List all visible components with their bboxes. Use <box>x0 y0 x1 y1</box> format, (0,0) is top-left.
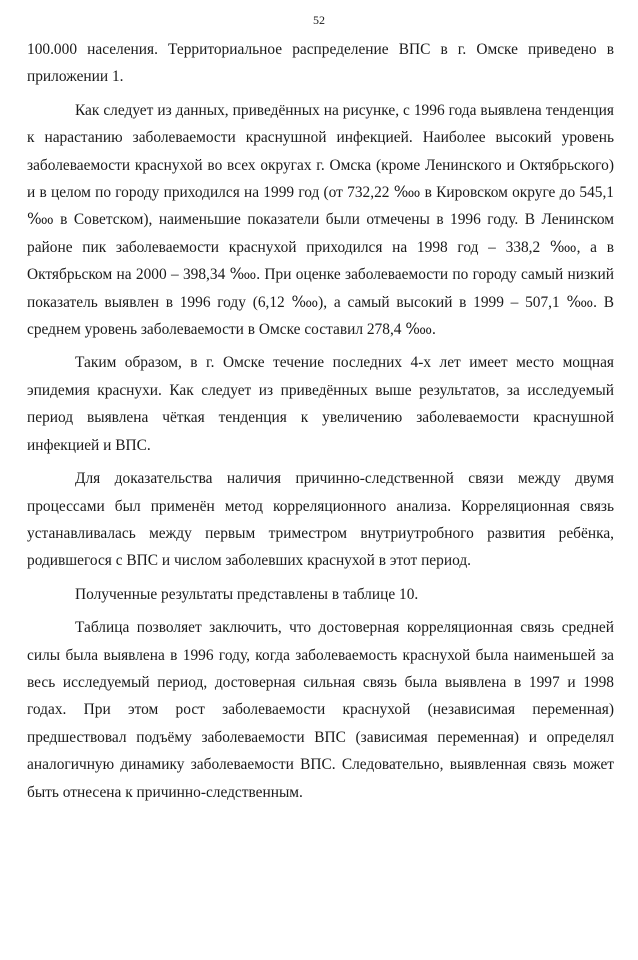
paragraph-table-conclusion: Таблица позволяет заключить, что достоверная корреляционная связь средней силы была выявлена в 1996 году, когда заболеваемость краснухой была наименьшей за весь исследуемый период, достоверная сильная связь была выявлена в 1997 и 1998 годах. При этом рост заболеваемости краснухой (независимая переменная) предшествовал подъёму заболеваемости ВПС (зависимая переменная) и определял аналогичную динамику заболеваемости ВПС. Следовательно, выявленная связь может быть отнесена к причинно-следственным. <box>27 619 614 801</box>
paragraph-incidence-trend: Как следует из данных, приведённых на рисунке, с 1996 года выявлена тенденция к нарастанию заболеваемости краснушной инфекцией. Наиболее высокий уровень заболеваемости краснухой во всех округах г. Омска (кроме Ленинского и Октябрьского) и в целом по городу приходился на 1999 год (от 732,22 ‱ в Кировском округе до 545,1 ‱ в Советском), наименьшие показатели были отмечены в 1996 году. В Ленинском районе пик заболеваемости краснухой приходился на 1998 год – 338,2 ‱, а в Октябрьском на 2000 – 398,34 ‱. При оценке заболеваемости по городу самый низкий показатель выявлен в 1996 году (6,12 ‱), а самый высокий в 1999 – 507,1 ‱. В среднем уровень заболеваемости в Омске составил 278,4 ‱. <box>27 101 614 339</box>
page-number: 52 <box>313 13 325 27</box>
body-text <box>27 36 614 806</box>
paragraph-table-reference: Полученные результаты представлены в таблице 10. <box>75 585 419 603</box>
paragraph-correlation-method: Для доказательства наличия причинно-следственной связи между двумя процессами был применён метод корреляционного анализа. Корреляционная связь устанавливалась между первым триместром внутриутробного развития ребёнка, родившегося с ВПС и числом заболевших краснухой в этот период. <box>27 470 614 570</box>
paragraph-epidemic-conclusion: Таким образом, в г. Омске течение последних 4-х лет имеет место мощная эпидемия краснухи. Как следует из приведённых выше результатов, за исследуемый период выявлена чёткая тенденция к увеличению заболеваемости краснушной инфекцией и ВПС. <box>27 354 614 454</box>
paragraph-continuation: 100.000 населения. Территориальное распределение ВПС в г. Омске приведено в приложении 1. <box>27 41 614 86</box>
